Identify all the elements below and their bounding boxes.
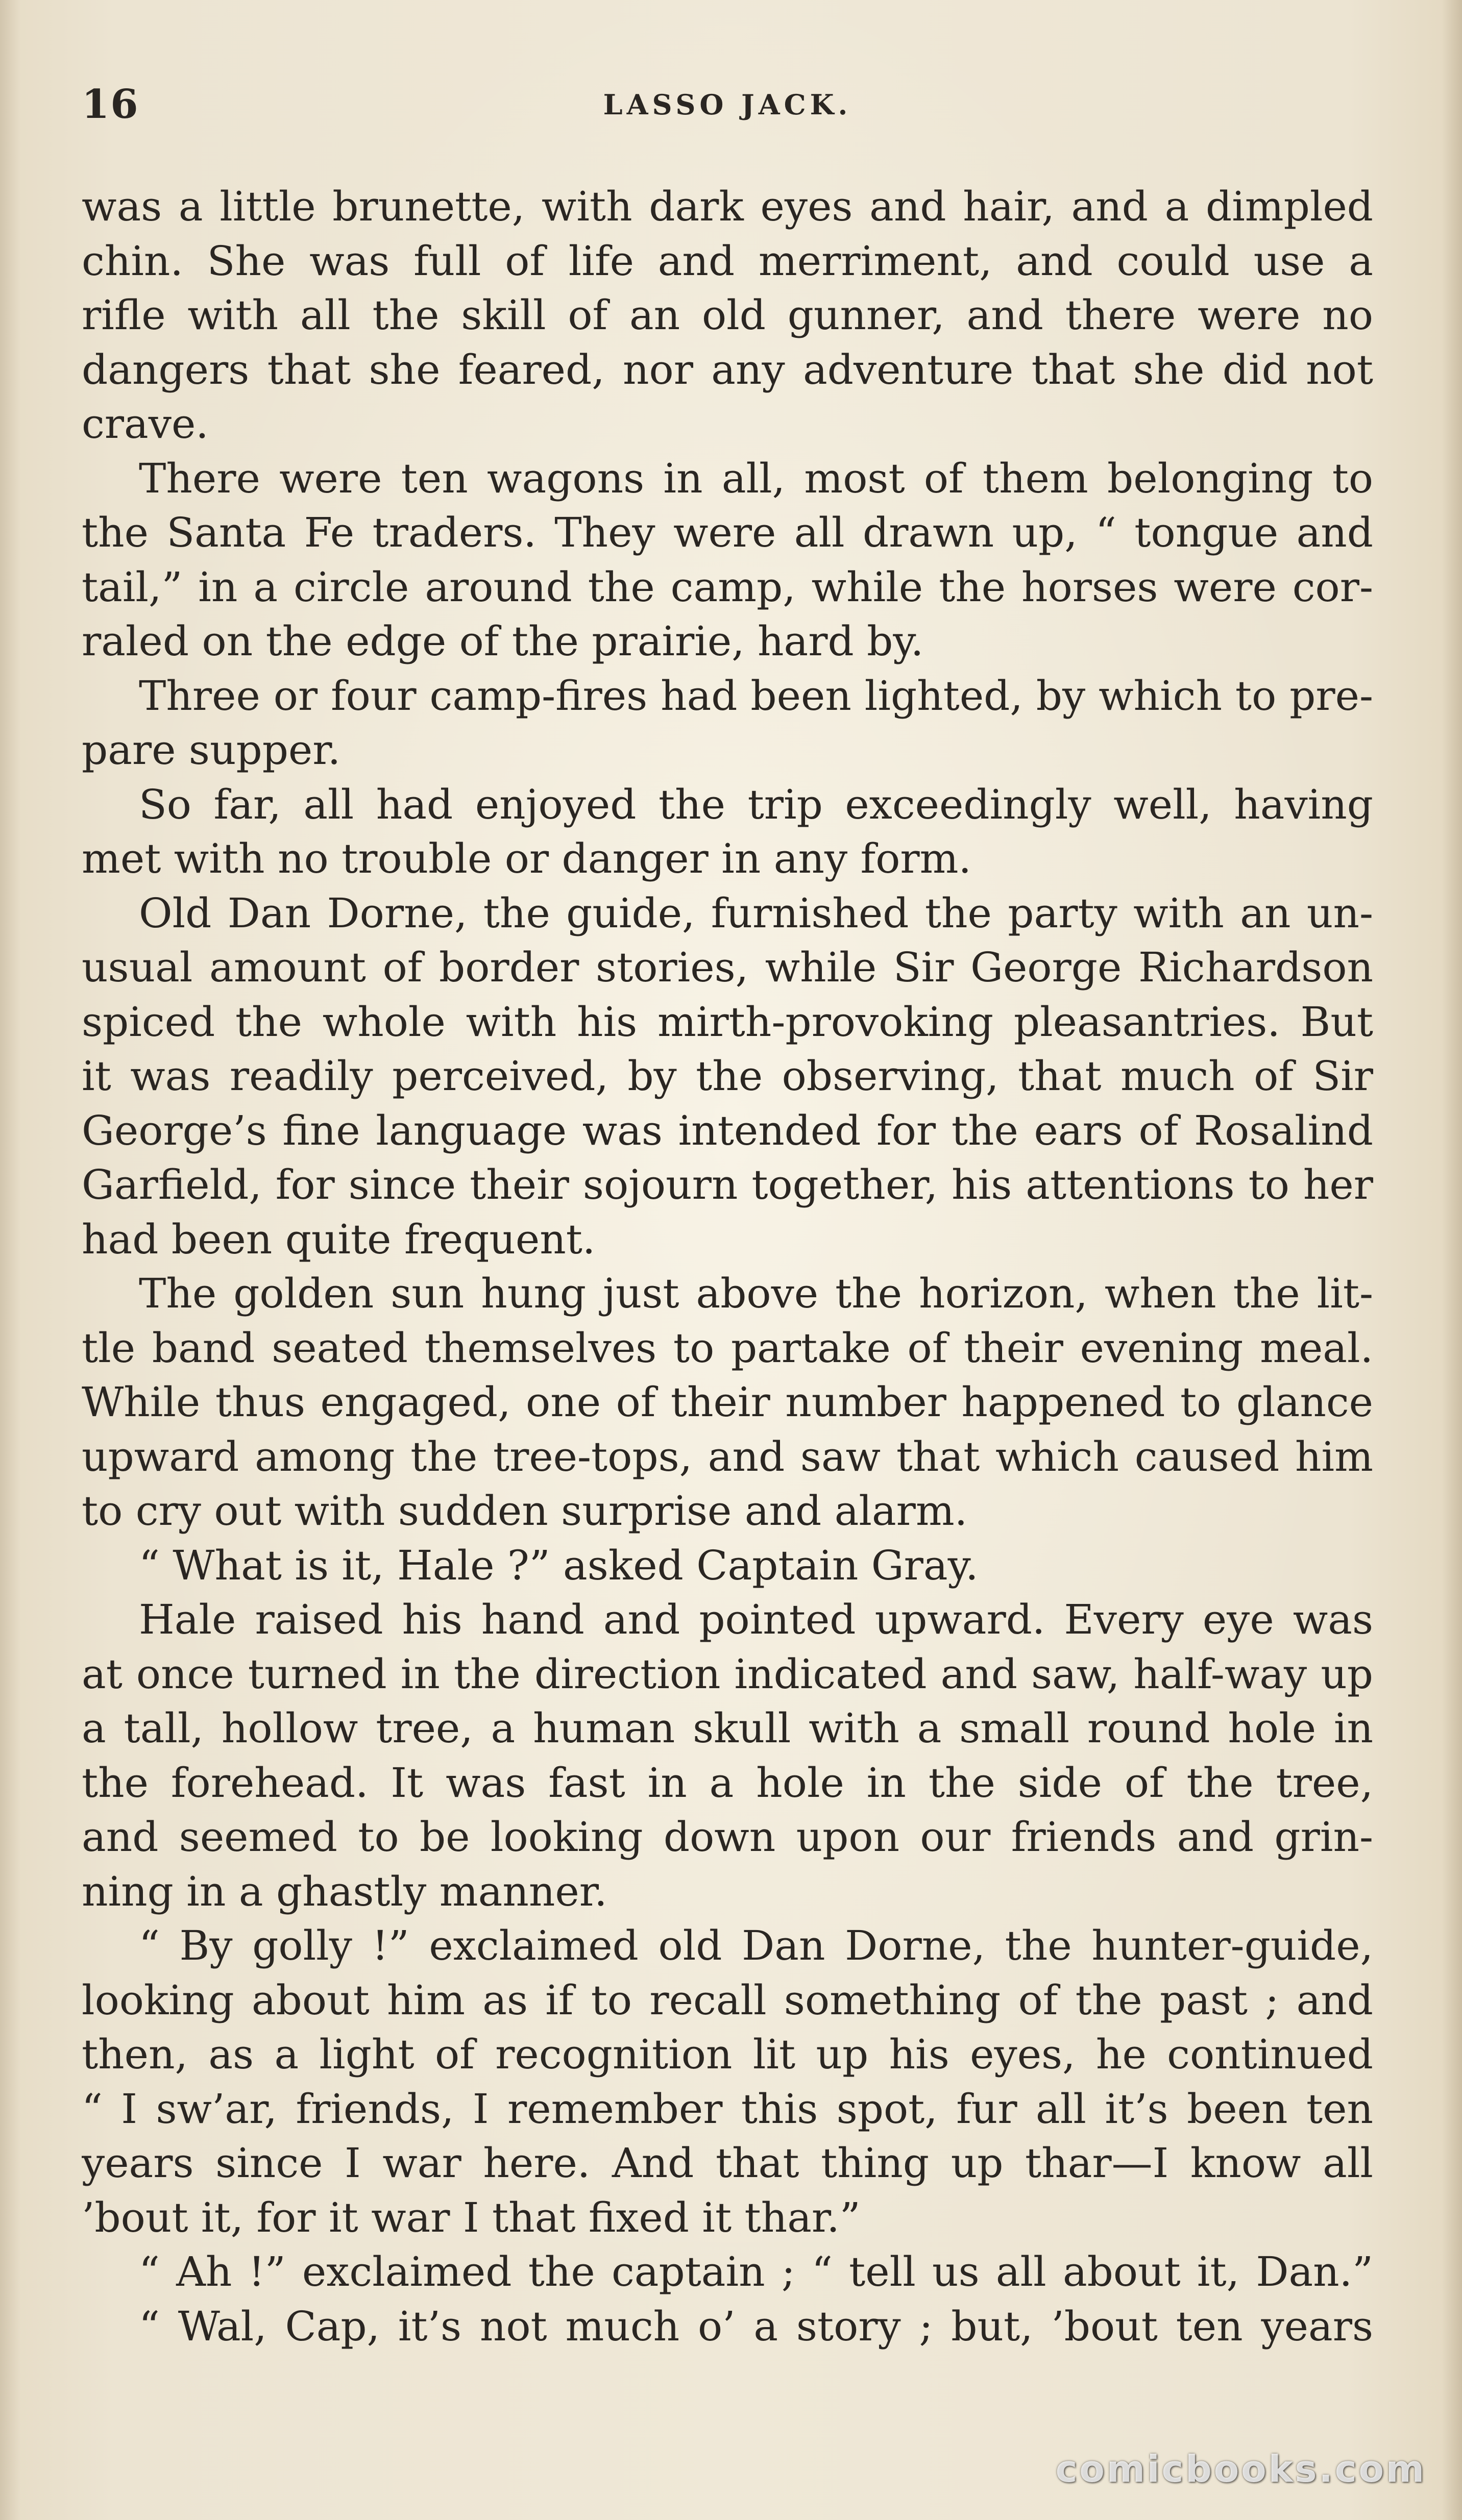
text-line: tle band seated themselves to partake of their evening meal. — [82, 1324, 1373, 1372]
text-line: ’bout it, for it war I that fixed it thar.” — [82, 2193, 861, 2241]
text-line: tail,” in a circle around the camp, while the horses were cor- — [82, 563, 1373, 611]
text-line: “ What is it, Hale ?” asked Captain Gray. — [139, 1541, 979, 1589]
text-line: “ Wal, Cap, it’s not much o’ a story ; but, ’bout ten years — [139, 2302, 1373, 2350]
text-line: dangers that she feared, nor any adventure that she did not — [82, 345, 1373, 393]
text-line: ning in a ghastly manner. — [82, 1867, 607, 1915]
text-line: met with no trouble or danger in any form. — [82, 835, 971, 882]
text-line: So far, all had enjoyed the trip exceedingly well, having — [139, 780, 1373, 828]
text-line: years since I war here. And that thing up thar—I know all — [82, 2139, 1373, 2187]
page-header — [82, 77, 1373, 133]
text-line: While thus engaged, one of their number happened to glance — [82, 1378, 1373, 1426]
text-line: crave. — [82, 400, 209, 448]
text-line: upward among the tree-tops, and saw that which caused him — [82, 1432, 1373, 1480]
text-line: chin. She was full of life and merriment, and could use a — [82, 237, 1373, 285]
text-line: it was readily perceived, by the observing, that much of Sir — [82, 1052, 1373, 1100]
text-line: and seemed to be looking down upon our friends and grin- — [82, 1813, 1373, 1861]
text-line: “ By golly !” exclaimed old Dan Dorne, the hunter-guide, — [139, 1922, 1373, 1969]
text-line: Garfield, for since their sojourn together, his attentions to her — [82, 1161, 1373, 1208]
text-line: looking about him as if to recall something of the past ; and — [82, 1976, 1373, 2024]
text-line: usual amount of border stories, while Sir George Richardson — [82, 944, 1373, 991]
watermark: comicbooks.com — [1055, 2448, 1426, 2490]
page-number: 16 — [82, 81, 139, 128]
text-line: There were ten wagons in all, most of them belonging to — [139, 454, 1373, 502]
text-line: then, as a light of recognition lit up his eyes, he continued — [82, 2031, 1373, 2078]
text-line: the Santa Fe traders. They were all drawn up, “ tongue and — [82, 509, 1373, 556]
text-line: Three or four camp-fires had been lighted, by which to pre- — [139, 672, 1373, 720]
running-head: LASSO JACK. — [603, 88, 852, 121]
text-line: Old Dan Dorne, the guide, furnished the party with an un- — [139, 889, 1373, 937]
text-line: “ I sw’ar, friends, I remember this spot, fur all it’s been ten — [82, 2085, 1373, 2133]
page-edge-left — [0, 0, 20, 2520]
text-line: raled on the edge of the prairie, hard by. — [82, 617, 924, 665]
text-line: to cry out with sudden surprise and alarm. — [82, 1487, 968, 1535]
text-line: at once turned in the direction indicated and saw, half-way up — [82, 1650, 1373, 1698]
text-line: George’s fine language was intended for the ears of Rosalind — [82, 1106, 1373, 1154]
text-line: spiced the whole with his mirth-provoking pleasantries. But — [82, 998, 1373, 1046]
text-line: rifle with all the skill of an old gunner, and there were no — [82, 291, 1373, 339]
text-line: pare supper. — [82, 726, 341, 774]
text-line: Hale raised his hand and pointed upward. Every eye was — [139, 1596, 1373, 1643]
text-line: “ Ah !” exclaimed the captain ; “ tell us all about it, Dan.” — [139, 2248, 1373, 2295]
text-line: was a little brunette, with dark eyes and hair, and a dimpled — [82, 183, 1373, 230]
text-line: had been quite frequent. — [82, 1215, 596, 1263]
text-line: The golden sun hung just above the horizon, when the lit- — [139, 1270, 1373, 1317]
body-text — [82, 180, 1373, 2354]
text-line: a tall, hollow tree, a human skull with a small round hole in — [82, 1704, 1373, 1752]
text-line: the forehead. It was fast in a hole in the side of the tree, — [82, 1759, 1373, 1807]
page-edge-right — [1442, 0, 1462, 2520]
